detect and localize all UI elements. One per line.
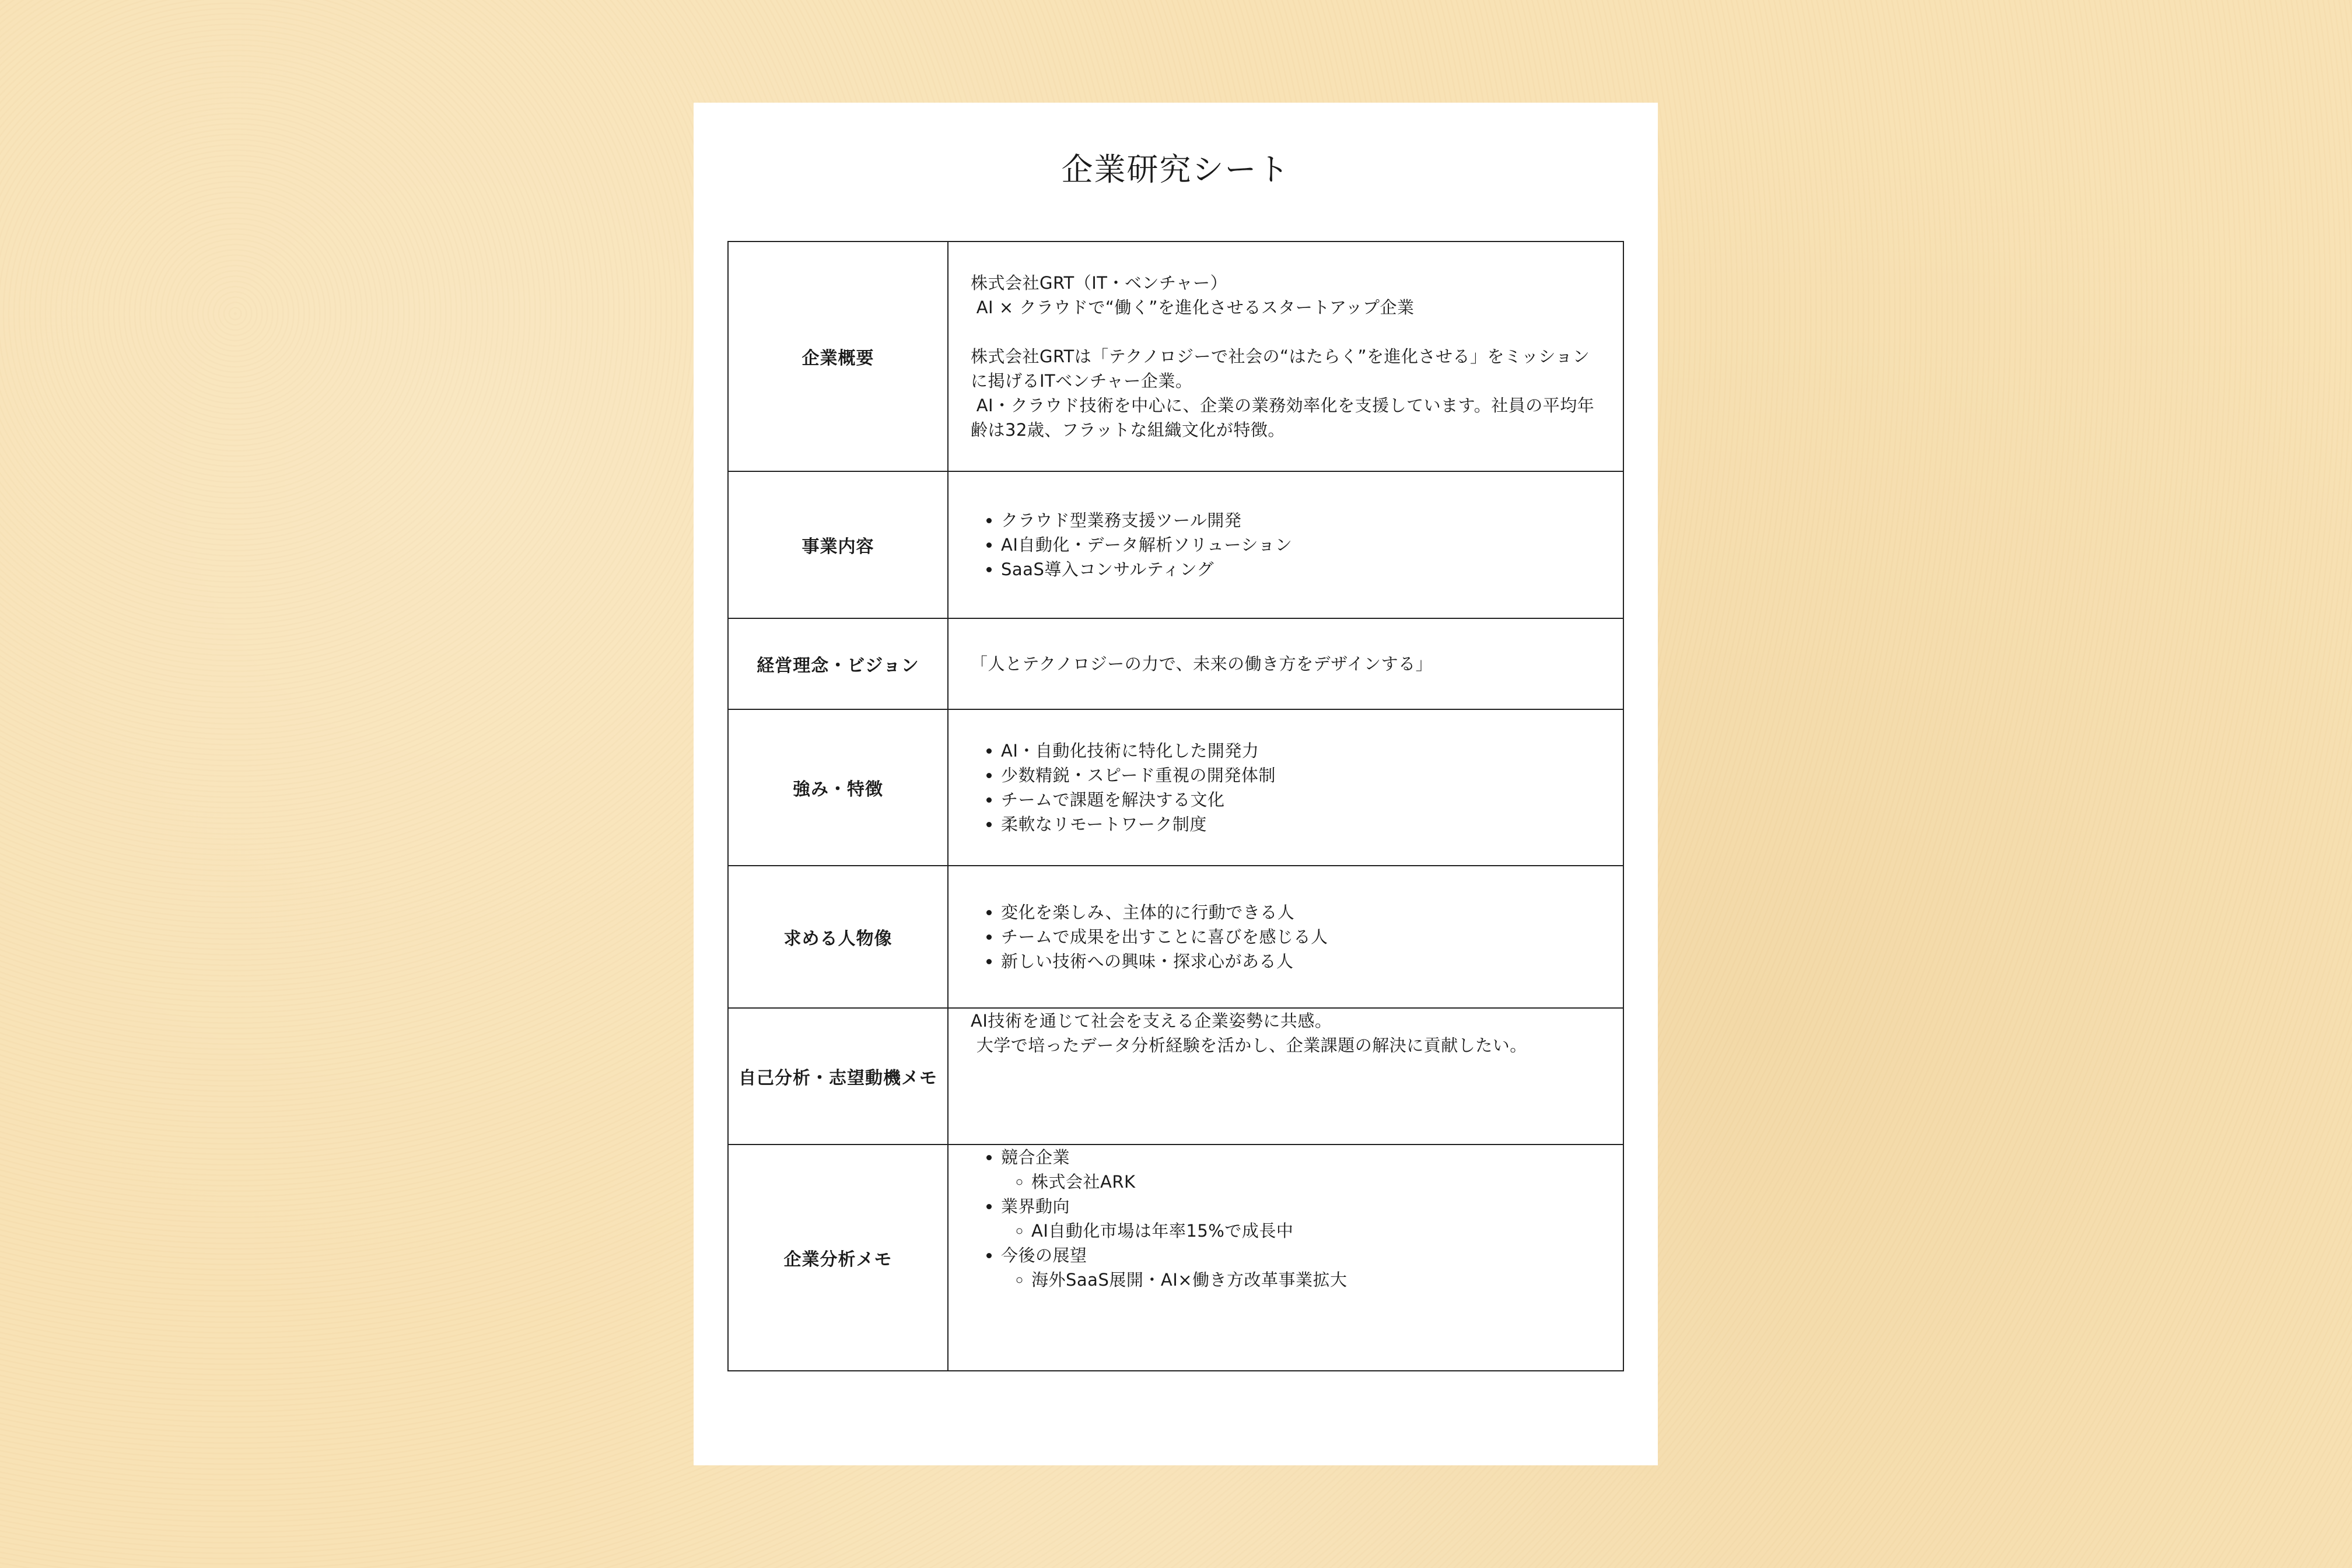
- list-item: • チームで課題を解決する文化: [1001, 788, 1602, 812]
- analysis-sublist: [1001, 1219, 1602, 1243]
- analysis-item: 競合企業: [1001, 1147, 1070, 1167]
- list-item: ◦ AI自動化市場は年率15%で成長中: [1031, 1219, 1602, 1243]
- list-item: [1001, 1243, 1602, 1292]
- table-row: [728, 1008, 1623, 1144]
- sheet-title: 企業研究シート: [1061, 151, 1290, 188]
- table-row: [728, 242, 1623, 471]
- analysis-list: [971, 1145, 1602, 1292]
- list-item: [1001, 1194, 1602, 1243]
- self-analysis-content: [948, 1008, 1623, 1144]
- strengths-content: [948, 709, 1623, 866]
- list-item: [1001, 1145, 1602, 1194]
- list-item: • 柔軟なリモートワーク制度: [1001, 812, 1602, 836]
- table-row: [728, 1144, 1623, 1371]
- vision-content: [948, 618, 1623, 709]
- row-label-business: 事業内容: [728, 471, 948, 618]
- table-row: [728, 866, 1623, 1008]
- list-item: • クラウド型業務支援ツール開発: [1001, 508, 1602, 533]
- row-label-ideal-candidate: 求める人物像: [728, 866, 948, 1008]
- business-content: [948, 471, 1623, 618]
- table-row: [728, 618, 1623, 709]
- list-item: • AI・自動化技術に特化した開発力: [1001, 738, 1602, 763]
- overview-line: AI・クラウド技術を中心に、企業の業務効率化を支援しています。社員の平均年齢は32歳、フラットな組織文化が特徴。: [971, 396, 1595, 440]
- row-label-strengths: 強み・特徴: [728, 709, 948, 866]
- strengths-list: [971, 738, 1602, 836]
- list-item: ◦ 海外SaaS展開・AI×働き方改革事業拡大: [1031, 1268, 1602, 1292]
- list-item: ◦ 株式会社ARK: [1031, 1170, 1602, 1194]
- ideal-candidate-content: [948, 866, 1623, 1008]
- memo-line: AI技術を通じて社会を支える企業姿勢に共感。: [971, 1011, 1332, 1031]
- analysis-sublist: [1001, 1170, 1602, 1194]
- list-item: • チームで成果を出すことに喜びを感じる人: [1001, 925, 1602, 949]
- analysis-sublist: [1001, 1268, 1602, 1292]
- research-sheet: [694, 103, 1658, 1465]
- table-row: [728, 709, 1623, 866]
- analysis-item: 業界動向: [1001, 1196, 1070, 1216]
- company-overview-content: [948, 242, 1623, 471]
- list-item: • 変化を楽しみ、主体的に行動できる人: [1001, 900, 1602, 925]
- overview-line: AI × クラウドで“働く”を進化させるスタートアップ企業: [971, 298, 1415, 317]
- list-item: • AI自動化・データ解析ソリューション: [1001, 533, 1602, 557]
- row-label-company-analysis: 企業分析メモ: [728, 1144, 948, 1371]
- vision-text: 「人とテクノロジーの力で、未来の働き方をデザインする」: [971, 654, 1433, 674]
- business-list: [971, 508, 1602, 582]
- overview-line: 株式会社GRTは「テクノロジーで社会の“はたらく”を進化させる」をミッションに掲げるITベンチャー企業。: [971, 346, 1590, 391]
- overview-line: 株式会社GRT（IT・ベンチャー）: [971, 273, 1228, 293]
- row-label-vision: 経営理念・ビジョン: [728, 618, 948, 709]
- row-label-company-overview: 企業概要: [728, 242, 948, 471]
- table-row: [728, 471, 1623, 618]
- row-label-self-analysis: 自己分析・志望動機メモ: [728, 1008, 948, 1144]
- company-analysis-content: [948, 1144, 1623, 1371]
- memo-line: 大学で培ったデータ分析経験を活かし、企業課題の解決に貢献したい。: [971, 1035, 1527, 1055]
- list-item: • 新しい技術への興味・探求心がある人: [1001, 949, 1602, 974]
- list-item: • 少数精鋭・スピード重視の開発体制: [1001, 763, 1602, 788]
- research-table: [727, 241, 1624, 1371]
- ideal-candidate-list: [971, 900, 1602, 974]
- analysis-item: 今後の展望: [1001, 1245, 1087, 1265]
- list-item: • SaaS導入コンサルティング: [1001, 557, 1602, 582]
